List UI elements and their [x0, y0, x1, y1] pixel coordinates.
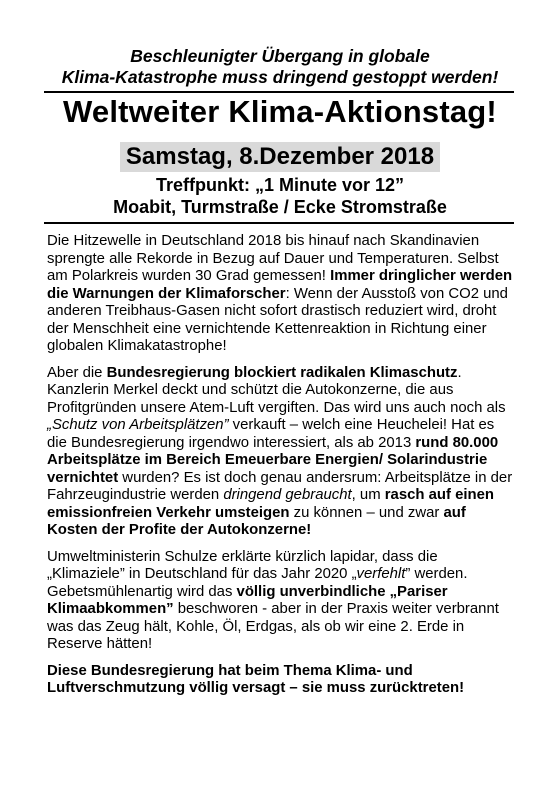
article-body: [47, 233, 515, 707]
text-span: ” werden. Gebetsmühlenartig wird das: [47, 566, 468, 600]
kicker-line-1: Beschleunigter Übergang in globale: [130, 46, 430, 66]
header-divider: [44, 222, 514, 224]
italic-text: verfehlt: [356, 566, 406, 582]
text-span: zu können – und zwar: [289, 504, 444, 521]
text-span: beschworen - aber in der Praxis weiter verbrannt was das Zeug hält, Kohle, Öl, Erdgas, als ob wir eine 2. Erde in Reserve hätten!: [47, 601, 499, 652]
text-span: , um: [351, 487, 385, 503]
date-container: [0, 142, 560, 172]
kicker-line-2: Klima-Katastrophe muss dringend gestoppt werden!: [61, 67, 499, 87]
text-span: Die Hitzewelle in Deutschland 2018 bis hinauf nach Skandinavien sprengte alle Rekorde in Bezug auf Dauer und Temperaturen. Selbst am Polarkreis wurden 30 Grad gemessen!: [47, 233, 499, 284]
page-headline: Weltweiter Klima-Aktionstag!: [63, 94, 497, 129]
emphasis-text: rund 80.000 Arbeitsplätze im Bereich Emeuerbare Energien/ Solarindustrie vernichtet: [47, 434, 499, 486]
meeting-point-line-2: Moabit, Turmstraße / Ecke Stromstraße: [113, 197, 447, 217]
emphasis-text: rasch auf einen emissionfreien Verkehr umsteigen: [47, 487, 494, 521]
italic-text: „Schutz von Arbeitsplätzen”: [47, 417, 229, 433]
closing-statement: Diese Bundesregierung hat beim Thema Klima- und Luftverschmutzung völlig versagt – sie muss zurücktreten!: [47, 662, 465, 696]
emphasis-text: auf Kosten der Profite der Autokonzerne!: [47, 504, 466, 538]
text-span: wurden? Es ist doch genau andersrum: Arbeitsplätze in der Fahrzeugindustrie werden: [47, 469, 513, 503]
meeting-point-line-1: Treffpunkt: „1 Minute vor 12”: [155, 175, 405, 195]
italic-text: dringend gebraucht: [223, 487, 352, 503]
event-date: Samstag, 8.Dezember 2018: [120, 142, 440, 172]
emphasis-text: völlig unverbindliche „Pariser Klimaabkommen”: [47, 583, 448, 617]
text-span: : Wenn der Ausstoß von CO2 und anderen Treibhaus-Gasen nicht sofort drastisch reduziert wird, droht der Menschheit eine vernichtende Kettenreaktion in Richtung einer globalen Klimakatastrophe!: [47, 285, 508, 354]
emphasis-text: Immer dringlicher werden die Warnungen der Klimaforscher: [47, 268, 513, 302]
emphasis-text: Bundesregierung blockiert radikalen Klimaschutz: [106, 364, 458, 381]
paragraph-government: [47, 365, 515, 540]
text-span: verkauft – welch eine Heuchelei! Hat es die Bundesregierung irgendwo interessiert, als ab 2013: [47, 417, 495, 451]
paragraph-climate-targets: [47, 549, 515, 654]
paragraph-heatwave: [47, 233, 515, 356]
text-span: Aber die: [47, 364, 107, 381]
text-span: Umweltministerin Schulze erklärte kürzlich lapidar, dass die „Klimaziele” in Deutschland für das Jahr 2020 „: [47, 548, 438, 582]
text-span: . Kanzlerin Merkel deckt und schützt die Autokonzerne, die aus Profitgründen unsere Atem-Luft vergiften. Das wird uns auch noch als: [47, 364, 506, 416]
